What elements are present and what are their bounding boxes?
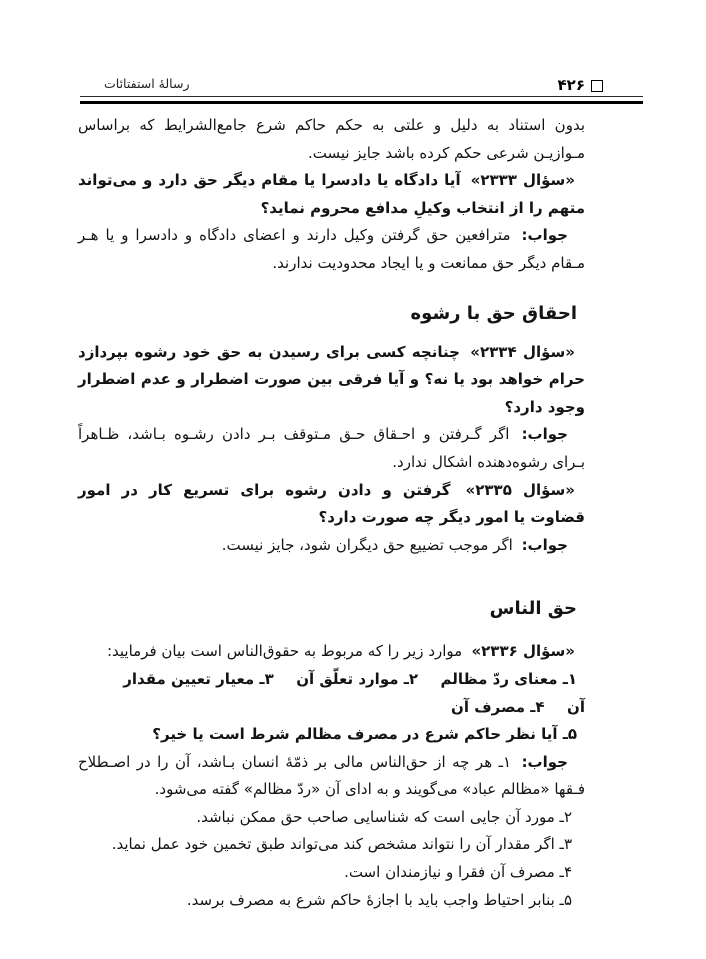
page-number: ۴۲۶ — [557, 76, 585, 94]
question-2336-items-1-4: ۱ـ معنای ردّ مظالم ۲ـ موارد تعلّق آن ۳ـ معیار تعیین مقدار آن ۴ـ مصرف آن — [123, 669, 585, 716]
question-2336-number: «سؤال ۲۳۳۶» — [471, 642, 575, 661]
header-rule-thin — [80, 96, 643, 97]
page-body-text — [78, 112, 585, 914]
question-2333-number: «سؤال ۲۳۳۳» — [470, 171, 575, 190]
answer-2336-part-1 — [78, 749, 585, 804]
question-2335-number: «سؤال ۲۳۳۵» — [465, 480, 575, 499]
question-2334-text: چنانچه کسی برای رسیدن به حق خود رشوه بپردازد حرام خواهد بود یا نه؟ و آیا فرقی بین صورت اضطرار و عدم اضطرار وجود دارد؟ — [78, 342, 585, 416]
answer-2335 — [78, 532, 585, 560]
book-title: رسالهٔ استفتائات — [104, 76, 190, 91]
section-heading-ehqaq-haq-ba-reshveh: احقاق حق با رشوه — [410, 302, 577, 324]
question-2335-text: گرفتن و دادن رشوه برای تسریع کار در امور قضاوت یا امور دیگر چه صورت دارد؟ — [78, 480, 585, 527]
question-2333 — [78, 167, 585, 222]
question-2335 — [78, 477, 585, 532]
question-2334-number: «سؤال ۲۳۳۴» — [470, 342, 575, 361]
question-2336 — [78, 638, 585, 666]
answer-2334-text: اگر گـرفتن و احـقاق حـق مـتوقف بـر دادن رشـوه بـاشد، ظـاهراً بـرای رشوه‌دهنده اشکال ندارد. — [78, 425, 585, 471]
question-2336-item-5: ۵ـ آیا نظر حاکم شرع در مصرف مظالم شرط است یا خیر؟ — [152, 725, 577, 744]
answer-2335-label: جواب: — [521, 535, 568, 554]
page-marker-square-icon — [591, 80, 603, 92]
answer-2333-label: جواب: — [521, 226, 568, 245]
answer-2333-text: مترافعین حق گرفتن وکیل دارند و اعضای دادگاه و دادسرا و یا هـر مـقام دیگر حق ممانعت و یا ایجاد محدودیت ندارند. — [78, 226, 585, 272]
answer-2334 — [78, 421, 585, 476]
intro-paragraph — [78, 112, 585, 167]
question-2333-text: آیا دادگاه یا دادسرا یا مقام دیگر حق دارد و می‌تواند متهم را از انتخاب وکیلِ مدافع محروم نماید؟ — [78, 171, 585, 217]
answer-2335-text: اگر موجب تضییع حق دیگران شود، جایز نیست. — [221, 535, 513, 554]
answer-2333 — [78, 222, 585, 277]
answer-2336-part-3: ۳ـ اگر مقدار آن را نتواند مشخص کند می‌تواند طبق تخمین خود عمل نماید. — [111, 835, 572, 854]
running-header — [80, 68, 643, 104]
answer-2334-label: جواب: — [521, 425, 568, 444]
header-rule-thick — [80, 101, 643, 105]
question-2336-text: موارد زیر را که مربوط به حقوق‌الناس است بیان فرمایید: — [106, 642, 463, 661]
answer-2336-part-5: ۵ـ بنابر احتیاط واجب باید با اجازهٔ حاکم شرع به مصرف برسد. — [186, 890, 572, 909]
page-number-block — [558, 78, 603, 93]
answer-2336-part-2: ۲ـ مورد آن جایی است که شناسایی صاحب حق ممکن نباشد. — [196, 807, 572, 826]
question-2334 — [78, 339, 585, 422]
intro-text: بدون استناد به دلیل و علتی به حکم حاکم شرع جامع‌الشرایط که براساس مـوازیـن شرعی حکم کرده باشد جایز نیست. — [78, 116, 585, 162]
answer-2336-text: ۱ـ هر چه از حق‌الناس مالی بر ذمّهٔ انسان بـاشد، آن را در اصـطلاح فـقها «مظالم عباد» می‌گویند و به ادای آن «ردّ مظالم» گفته می‌شود. — [78, 752, 585, 799]
section-heading-haq-ol-nas: حق الناس — [489, 598, 577, 620]
answer-2336-part-4: ۴ـ مصرف آن فقرا و نیازمندان است. — [344, 863, 572, 882]
answer-2336-label: جواب: — [521, 752, 568, 771]
